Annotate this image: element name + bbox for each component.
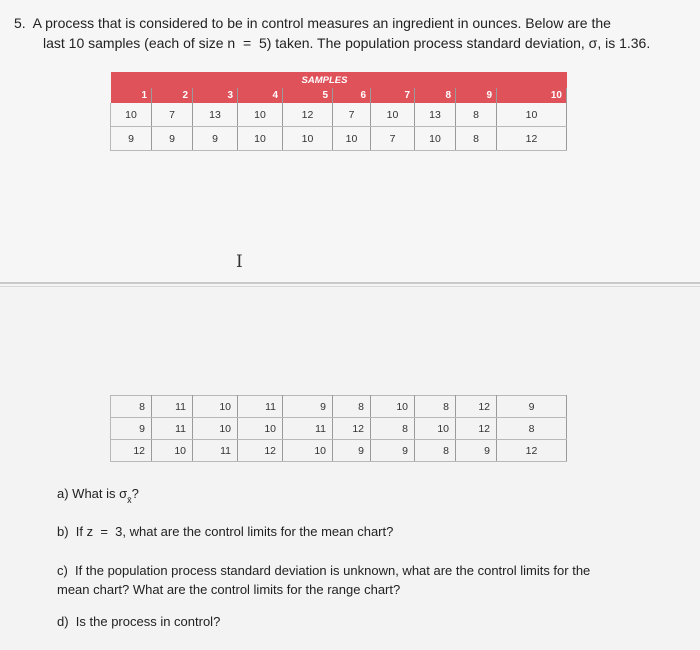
table-cell: 7 [152,103,193,127]
table-cell: 8 [111,396,152,418]
table-cell: 8 [371,418,415,440]
table-cell: 11 [152,418,193,440]
table-cell: 10 [238,103,283,127]
header-cell: 6 [333,88,371,103]
table-cell: 12 [497,127,567,151]
table-cell: 10 [283,127,333,151]
table-cell: 10 [193,418,238,440]
table-cell: 10 [111,103,152,127]
text-cursor-icon: I [236,252,243,272]
table-cell: 11 [193,440,238,462]
table-cell: 9 [371,440,415,462]
question-line-1: 5. A process that is considered to be in control measures an ingredient in ounces. Below are the [14,15,611,31]
table-cell: 8 [456,103,497,127]
part-a-suffix: ? [131,486,139,501]
header-cell: 10 [497,88,567,103]
header-cell: 1 [111,88,152,103]
table-cell: 12 [456,396,497,418]
header-cell: 7 [371,88,415,103]
header-cell: 4 [238,88,283,103]
table-cell: 9 [193,127,238,151]
table-cell: 10 [371,396,415,418]
table-cell: 10 [333,127,371,151]
table-cell: 10 [371,103,415,127]
table-cell: 8 [333,396,371,418]
table-cell: 12 [497,440,567,462]
table-cell: 8 [415,440,456,462]
table-cell: 8 [456,127,497,151]
table-cell: 10 [152,440,193,462]
samples-table-bottom [110,395,567,462]
question-part-c-line-2: mean chart? What are the control limits for the range chart? [57,582,401,597]
table-cell: 7 [333,103,371,127]
table-cell: 11 [152,396,193,418]
question-line-2: last 10 samples (each of size n = 5) taken. The population process standard deviation, σ, is 1.36. [43,35,651,51]
table-cell: 9 [283,396,333,418]
table-cell: 12 [333,418,371,440]
table-cell: 9 [111,418,152,440]
header-cell: 5 [283,88,333,103]
table-cell: 11 [238,396,283,418]
table-cell: 10 [193,396,238,418]
table-cell: 13 [193,103,238,127]
question-part-d: d) Is the process in control? [57,614,221,629]
table-cell: 11 [283,418,333,440]
table-cell: 10 [238,127,283,151]
table-row [111,127,567,151]
table-cell: 10 [415,127,456,151]
table-cell: 8 [415,396,456,418]
page-divider [0,282,700,284]
table-cell: 10 [497,103,567,127]
table-cell: 9 [456,440,497,462]
header-cell: 9 [456,88,497,103]
header-cell: 3 [193,88,238,103]
table-cell: 10 [415,418,456,440]
page-divider-line [0,286,700,287]
table-cell: 12 [238,440,283,462]
table-cell: 13 [415,103,456,127]
table-cell: 7 [371,127,415,151]
question-part-c-line-1: c) If the population process standard deviation is unknown, what are the control limits for the [57,563,591,578]
table-cell: 12 [111,440,152,462]
part-a-prefix: a) What is σ [57,486,128,501]
table-cell: 9 [333,440,371,462]
table-cell: 12 [283,103,333,127]
table-cell: 10 [283,440,333,462]
table-cell: 10 [238,418,283,440]
samples-label: SAMPLES [283,72,371,88]
table-row [111,440,567,462]
header-cell: 2 [152,88,193,103]
question-part-a [57,484,139,510]
table-row [111,396,567,418]
part-a-subscript: x̄ [127,495,132,505]
table-cell: 8 [497,418,567,440]
header-cell: 8 [415,88,456,103]
table-cell: 9 [152,127,193,151]
question-part-b: b) If z = 3, what are the control limits for the mean chart? [57,524,394,539]
samples-table-top [110,72,567,151]
table-row [111,103,567,127]
table-cell: 9 [497,396,567,418]
table-cell: 9 [111,127,152,151]
table-row [111,418,567,440]
table-cell: 12 [456,418,497,440]
